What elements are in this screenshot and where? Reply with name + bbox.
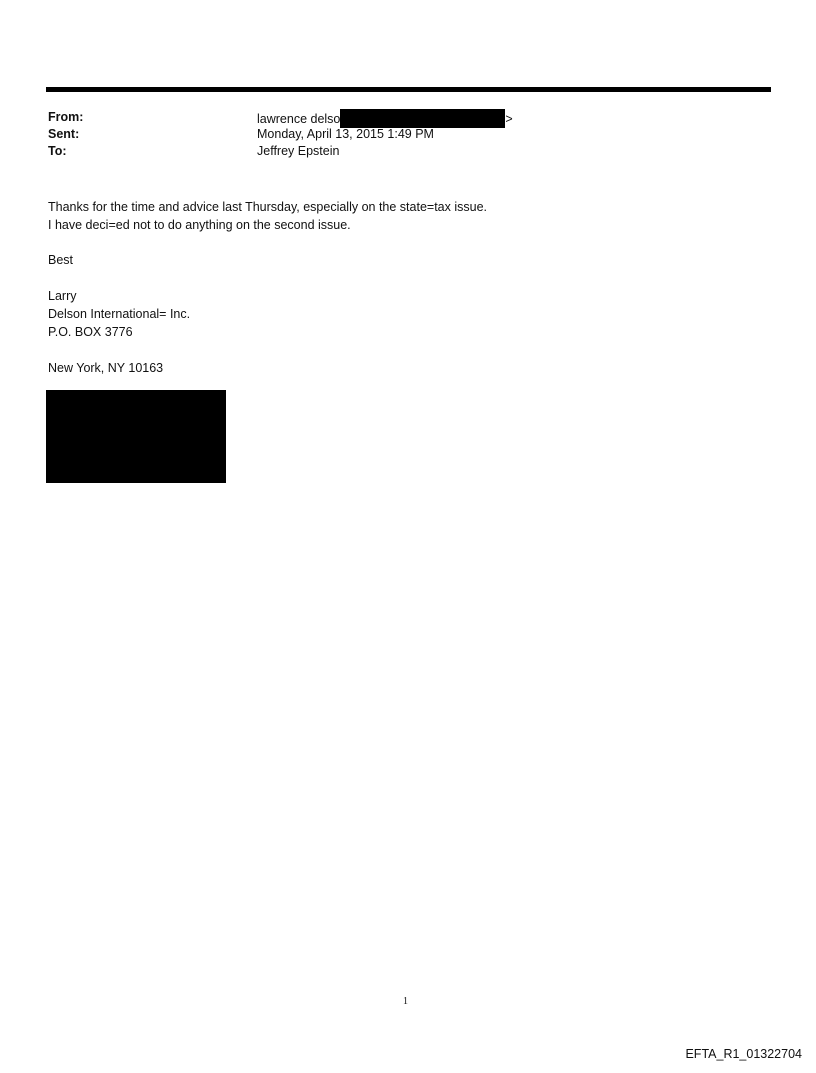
to-value: Jeffrey Epstein	[257, 144, 340, 158]
signature-po-box: P.O. BOX 3776	[48, 325, 133, 339]
signature-company: Delson International= Inc.	[48, 307, 191, 321]
from-label: From:	[48, 110, 84, 124]
body-line-1: Thanks for the time and advice last Thursday, especially on the state=tax issue.	[48, 200, 488, 214]
from-suffix: >	[505, 112, 513, 126]
sent-label: Sent:	[48, 127, 80, 141]
signature-redaction	[46, 390, 226, 483]
sent-value: Monday, April 13, 2015 1:49 PM	[257, 127, 434, 141]
signature-city: New York, NY 10163	[48, 361, 164, 375]
signature-name: Larry	[48, 289, 77, 303]
closing: Best	[48, 253, 74, 267]
page-number: 1	[403, 996, 408, 1007]
body-line-2: I have deci=ed not to do anything on the second issue.	[48, 218, 351, 232]
header-divider	[46, 87, 771, 92]
from-sender-name: lawrence delso	[257, 112, 341, 126]
to-label: To:	[48, 144, 67, 158]
document-id: EFTA_R1_01322704	[685, 1047, 802, 1061]
